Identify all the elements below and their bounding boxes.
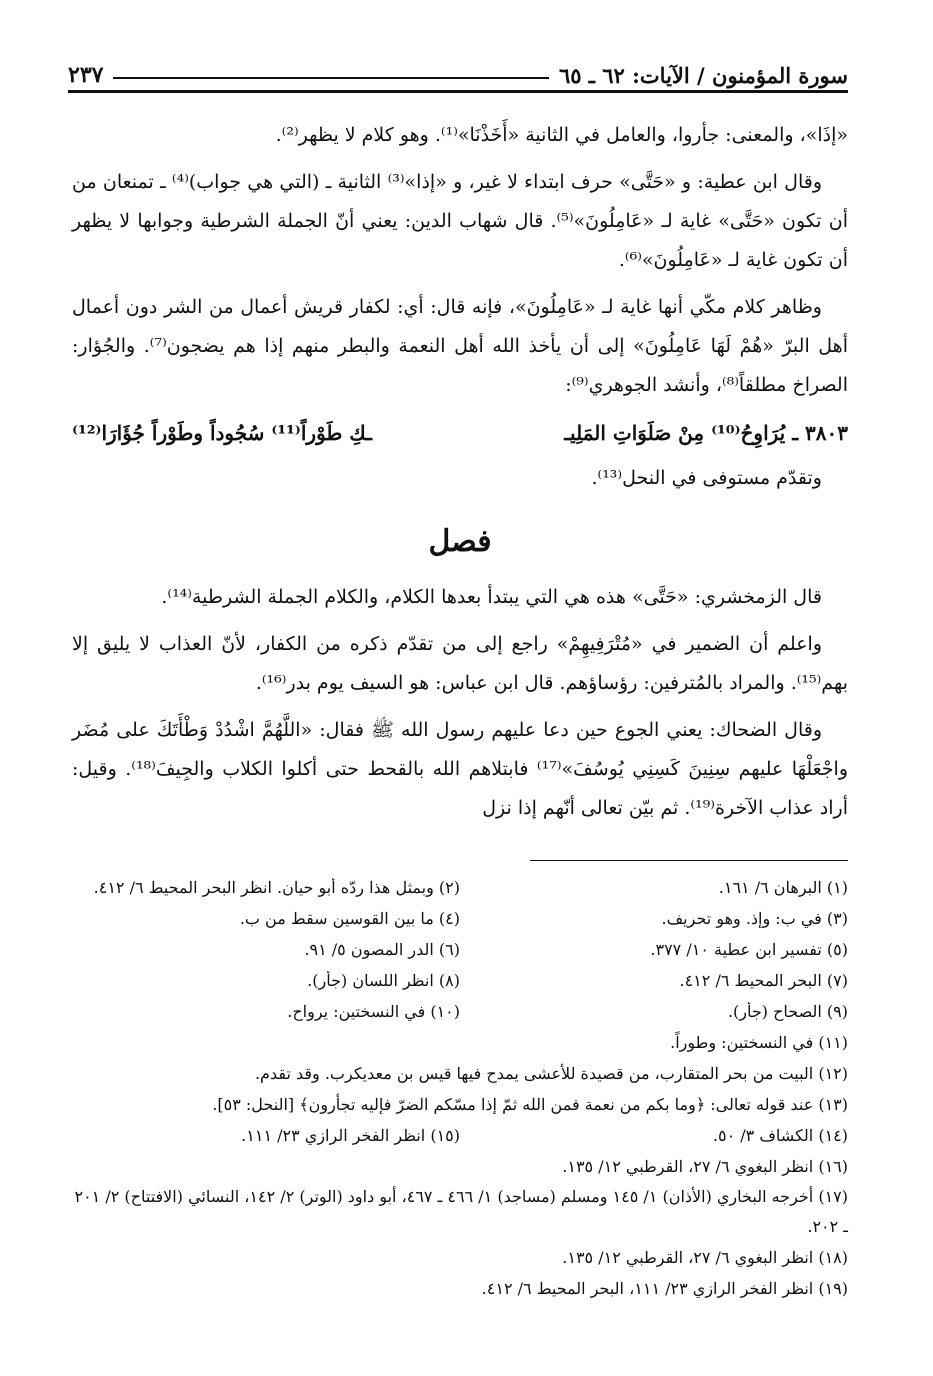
footnote: (٩) الصحاح (جأر). [727, 1002, 848, 1021]
footnotes [72, 872, 848, 1304]
footnote: (٤) ما بين القوسين سقط من ب. [239, 909, 460, 928]
footnote: (٧) البحر المحيط ٦/ ٤١٢. [679, 971, 848, 990]
footnote-row [72, 996, 848, 1027]
surah-title: سورة المؤمنون / الآيات: ٦٢ ـ ٦٥ [558, 63, 848, 88]
paragraph: وقال الضحاك: يعني الجوع حين دعا عليهم رسول الله ﷺ فقال: «اللَّهُمَّ اشْدُدْ وَطْأَتَكَ على مُضَر واجْعَلْهَا عليهم سِنِينَ كَسِنِي يُوسُفَ»⁽¹⁷⁾ فابتلاهم الله بالقحط حتى أكلوا الكلاب والجِيفَ⁽¹⁸⁾. وقيل: أراد عذاب الآخرة⁽¹⁹⁾. ثم بيّن تعالى أنّهم إذا نزل [72, 719, 848, 819]
footnote: (١٨) انظر البغوي ٦/ ٢٧، القرطبي ١٢/ ١٣٥. [562, 1248, 848, 1267]
running-header [68, 48, 848, 88]
paragraph: «إذَا»، والمعنى: جأروا، والعامل في الثانية «أَخَذْنَا»⁽¹⁾. وهو كلام لا يظهر⁽²⁾. [275, 124, 848, 146]
footnote: (٣) في ب: وإذ. وهو تحريف. [661, 909, 848, 928]
header-rule [68, 90, 848, 93]
footnote: (١٣) عند قوله تعالى: ﴿وما بكم من نعمة فمن الله ثمّ إذا مسّكم الضرّ فإليه تجأرون﴾ [النحل: ٥٣]. [212, 1095, 848, 1114]
main-text [72, 116, 848, 836]
paragraph: وتقدّم مستوفى في النحل⁽¹³⁾. [591, 467, 822, 489]
paragraph: وقال ابن عطية: و «حَتَّى» حرف ابتداء لا غير، و «إذا»⁽³⁾ الثانية ـ (التي هي جواب)⁽⁴⁾ ـ تمنعان من أن تكون «حَتَّى» غاية لـ «عَامِلُونَ»⁽⁵⁾. قال شهاب الدين: يعني أنّ الجملة الشرطية وجوابها لا يظهر أن تكون غاية لـ «عَامِلُونَ»⁽⁶⁾. [72, 171, 848, 271]
footnote: (١٥) انظر الفخر الرازي ٢٣/ ١١١. [241, 1126, 460, 1145]
footnote: (١٧) أخرجه البخاري (الأذان) ١/ ١٤٥ ومسلم (مساجد) ١/ ٤٦٦ ـ ٤٦٧، أبو داود (الوتر) ٢/ ١٤٢، النسائي (الافتتاح) ٢/ ٢٠١ ـ ٢٠٢. [74, 1187, 848, 1236]
footnote: (١٢) البيت من بحر المتقارب، من قصيدة للأعشى يمدح فيها قيس بن معديكرب. وقد تقدم. [254, 1064, 848, 1083]
paragraph: واعلم أن الضمير في «مُتْرَفِيهِمْ» راجع إلى من تقدّم ذكره من الكفار، لأنّ العذاب لا يليق إلا بهم⁽¹⁵⁾. والمراد بالمُترفين: رؤساؤهم. قال ابن عباس: هو السيف يوم بدر⁽¹⁶⁾. [72, 633, 848, 694]
footnote-row [72, 903, 848, 934]
footnote: (١) البرهان ٦/ ١٦١. [718, 878, 848, 897]
footnote-separator [530, 860, 848, 861]
paragraph: وظاهر كلام مكّي أنها غاية لـ «عَامِلُونَ»، فإنه قال: أي: لكفار قريش أعمال من الشر دون أعمال أهل البرّ «هُمْ لَهَا عَامِلُونَ» إلى أن يأخذ الله أهل النعمة والبطر منهم إذا هم يضجون⁽⁷⁾. والجُؤار: الصراخ مطلقاً⁽⁸⁾، وأنشد الجوهري⁽⁹⁾: [72, 296, 848, 396]
paragraph: قال الزمخشري: «حَتَّى» هذه هي التي يبتدأ بعدها الكلام، والكلام الجملة الشرطية⁽¹⁴⁾. [161, 586, 822, 608]
verse-first-hemistich: ٣٨٠٣ ـ يُرَاوِحُ⁽¹⁰⁾ مِنْ صَلَوَاتِ المَلِيـ [564, 421, 848, 445]
footnote-row [72, 965, 848, 996]
footnote: (٢) وبمثل هذا ردّه أبو حيان. انظر البحر المحيط ٦/ ٤١٢. [93, 878, 460, 897]
footnote: (١٩) انظر الفخر الرازي ٢٣/ ١١١، البحر المحيط ٦/ ٤١٢. [481, 1279, 848, 1298]
poetry-verse [72, 413, 848, 453]
footnote: (١١) في النسختين: وطوراً. [670, 1033, 848, 1052]
footnote: (٦) الدر المصون ٥/ ٩١. [304, 940, 460, 959]
footnote: (١٤) الكشاف ٣/ ٥٠. [712, 1126, 848, 1145]
footnote: (١٠) في النسختين: يرواح. [287, 1002, 460, 1021]
footnote-row [72, 872, 848, 903]
section-heading: فصل [428, 524, 492, 559]
footnote: (٥) تفسير ابن عطية ١٠/ ٣٧٧. [650, 940, 848, 959]
footnote: (١٦) انظر البغوي ٦/ ٢٧، القرطبي ١٢/ ١٣٥. [562, 1157, 848, 1176]
header-leader-line [113, 77, 548, 79]
footnote-row [72, 1120, 848, 1151]
footnote: (٨) انظر اللسان (جأر). [307, 971, 460, 990]
page-number: ٢٣٧ [68, 62, 104, 88]
footnote-row [72, 934, 848, 965]
verse-second-hemistich: ـكِ طَوْراً⁽¹¹⁾ سُجُوداً وطَوْراً جُؤَارَا⁽¹²⁾ [72, 421, 372, 445]
